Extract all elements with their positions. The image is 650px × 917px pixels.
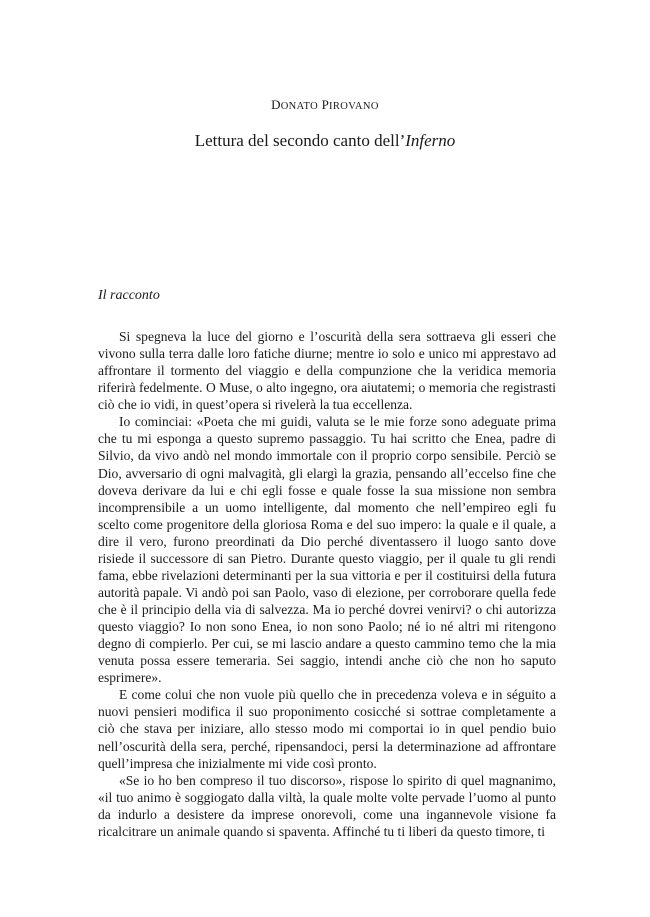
- paragraph: Si spegneva la luce del giorno e l’oscurità della sera sottraeva gli esseri che vivono sulla terra dalle loro fatiche diurne; mentre io solo e unico mi apprestavo ad affrontare il tormento del viaggio e della compunzione che la veridica memoria riferirà fedelmente. O Muse, o alto ingegno, ora aiutatemi; o memoria che registrasti ciò che io vidi, in quest’opera si rivelerà la tua eccellenza.: [98, 329, 556, 413]
- section-heading: Il racconto: [98, 288, 160, 303]
- paragraph: E come colui che non vuole più quello che in precedenza voleva e in séguito a nuovi pensieri modifica il suo proponimento cosicché si sottrae completamente a ciò che stava per iniziare, allo stesso modo mi comportai io in quel pendio buio nell’oscurità della sera, perché, ripensandoci, persi la determinazione ad affrontare quell’impresa che inizialmente mi vide così pronto.: [98, 687, 556, 771]
- author-first-initial: D: [271, 97, 281, 112]
- author-first-rest: ONATO: [280, 101, 319, 112]
- page-title: [0, 131, 650, 151]
- paragraph: Io cominciai: «Poeta che mi guidi, valuta se le mie forze sono adeguate prima che tu mi esponga a questo supremo passaggio. Tu hai scritto che Enea, padre di Silvio, da vivo andò nel mondo immortale con il proprio corpo sensibile. Perciò se Dio, avversario di ogni malvagità, gli elargì la grazia, pensando all’eccelso fine che doveva derivare da lui e chi egli fosse e quale fosse la sua missione non sembra incomprensibile a un uomo intelligente, dal momento che nell’empireo egli fu scelto come progenitore della gloriosa Roma e del suo impero: la quale e il quale, a dire il vero, furono preordinati da Dio perché diventassero il luogo santo dove risiede il successore di san Pietro. Durante questo viaggio, per il quale tu gli rendi fama, ebbe rivelazioni determinanti per la sua vittoria e per il costituirsi della futura autorità papale. Vi andò poi san Paolo, vaso di elezione, per corroborare quella fede che è il principio della via di salvezza. Ma io perché dovrei venirvi? o chi autorizza questo viaggio? Io non sono Enea, io non sono Paolo; né io né altri mi ritengono degno di compierlo. Per cui, se mi lascio andare a questo cammino temo che la mia venuta possa essere temeraria. Sei saggio, intendi anche ciò che non ho saputo esprimere».: [98, 414, 556, 686]
- body-text: [98, 328, 556, 840]
- author-name: [0, 97, 650, 113]
- title-main: Lettura del secondo canto dell’: [194, 131, 406, 150]
- author-last-rest: IROVANO: [329, 101, 379, 112]
- author-last-initial: P: [321, 97, 329, 112]
- title-italic: Inferno: [405, 131, 456, 150]
- paragraph: «Se io ho ben compreso il tuo discorso», rispose lo spirito di quel magnanimo, «il tuo animo è soggiogato dalla viltà, la quale molte volte pervade l’uomo al punto da indurlo a desistere da imprese onorevoli, come una ingannevole visione fa ricalcitrare un animale quando si spaventa. Affinché tu ti liberi da questo timore, ti: [98, 772, 556, 839]
